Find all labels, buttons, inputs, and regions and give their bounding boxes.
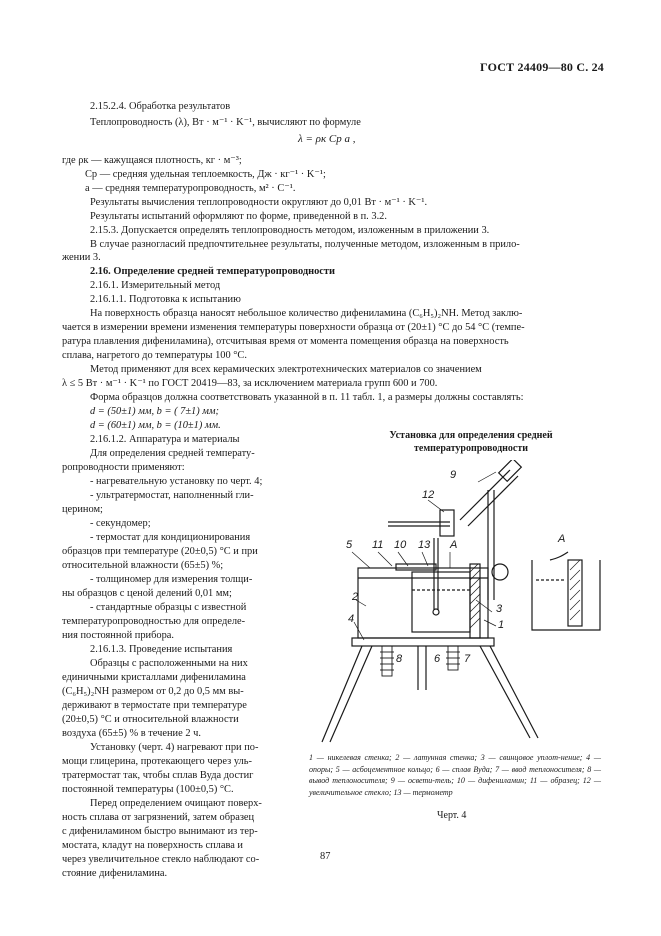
label-5: 5	[346, 539, 353, 551]
leg-left	[322, 646, 362, 742]
detail-a	[532, 552, 600, 630]
label-11: 11	[372, 539, 384, 551]
left-column-line: единичными кристаллами дифениламина	[62, 672, 246, 683]
inlet-port	[446, 646, 460, 670]
illuminator	[460, 460, 521, 526]
formula: λ = ρк Cр a ,	[298, 133, 356, 145]
label-4: 4	[348, 613, 355, 625]
page-number: 87	[320, 851, 331, 862]
left-column-line: Перед определением очищают поверх-	[90, 798, 262, 809]
section-2-15-2-4: 2.15.2.4. Обработка результатов	[90, 101, 231, 112]
outlet-port	[380, 646, 394, 676]
left-column-line: ность сплава от загрязнений, затем образец	[62, 812, 255, 823]
section-2-16-1-1: 2.16.1.1. Подготовка к испытанию	[90, 294, 241, 305]
left-column-line: постоянной температуры (100±0,5) °С.	[62, 784, 234, 795]
figure-title	[341, 429, 601, 455]
detail-a-label: A	[558, 533, 566, 545]
label-10: 10	[394, 539, 407, 551]
left-column-line: - нагревательную установку по черт. 4;	[90, 476, 263, 487]
label-2: 2	[352, 591, 359, 603]
dims-line-2: d = (60±1) мм, b = (10±1) мм.	[90, 420, 221, 431]
definition-cp: Cр — средняя удельная теплоемкость, Дж · кг⁻¹ · K⁻¹;	[85, 169, 326, 180]
label-12: 12	[422, 489, 435, 501]
left-column-line: с дифениламином быстро вынимают из тер-	[62, 826, 258, 837]
left-column-line: мощи глицерина, протекающего через уль-	[62, 756, 252, 767]
figure-title-line-1: Установка для определения средней	[389, 430, 553, 441]
results-text: Результаты испытаний оформляют по форме, приведенной в п. 3.2.	[90, 211, 387, 222]
label-1: 1	[498, 619, 505, 631]
figure-legend: 1 — никелевая стенка; 2 — латунная стенка; 3 — свинцовое уплот-нение; 4 — опоры; 5 — асбоцементное кольцо; 6 — сплав Вуда; 7 — ввод теплоносителя; 8 — вывод теплоносителя; 9 — освети-тель; 10 — дифениламин; 11 — образец; 12 — увеличительное стекло; 13 — термометр	[309, 753, 601, 797]
left-column-line: 2.16.1.3. Проведение испытания	[90, 644, 233, 655]
left-column-line: тратермостат так, чтобы сплав Вуда достиг	[62, 770, 254, 781]
thermal-conductivity-intro: Теплопроводность (λ), Вт · м⁻¹ · K⁻¹, вычисляют по формуле	[90, 117, 361, 128]
section-2-15-3: 2.15.3. Допускается определять теплопроводность методом, изложенным в приложении 3.	[90, 225, 490, 236]
figure-number: Черт. 4	[437, 810, 467, 821]
left-column-line: - термостат для кондиционирования	[90, 532, 251, 543]
left-column-line: - ультратермостат, наполненный гли-	[90, 490, 254, 501]
definition-a: a — средняя температуропроводность, м² · С⁻¹.	[85, 183, 296, 194]
left-column-line: Образцы с расположенными на них	[90, 658, 248, 669]
left-column-line: ны образцов с ценой делений 0,01 мм;	[62, 588, 232, 599]
left-column-line: мостата, кладут на поверхность сплава и	[62, 840, 243, 851]
left-column-line: относительной влажности (65±5) %;	[62, 560, 224, 571]
left-column-line: церином;	[62, 504, 103, 515]
rounding-text: Результаты вычисления теплопроводности округляют до 0,01 Вт · м⁻¹ · K⁻¹.	[90, 197, 428, 208]
left-column-line: стояние дифениламина.	[62, 868, 168, 879]
vessel-base	[352, 638, 494, 646]
section-2-16-1: 2.16.1. Измерительный метод	[90, 280, 221, 291]
left-column-line: образцов при температуре (20±0,5) °С и при	[62, 546, 258, 557]
left-column-line: через увеличительное стекло наблюдают со-	[62, 854, 260, 865]
method-line-1: Метод применяют для всех керамических электротехнических материалов со значением	[90, 364, 482, 375]
left-column-line: ропроводности применяют:	[62, 462, 185, 473]
figure-title-line-2: температуропроводности	[413, 443, 529, 454]
left-column-line: Для определения средней температу-	[90, 448, 255, 459]
left-column-line: - стандартные образцы с известной	[90, 602, 247, 613]
hatched-wall	[470, 564, 480, 628]
inner-container	[412, 572, 470, 632]
surface-line-3: ратура плавления дифениламина), отсчитывая время от момента помещения образца на поверхность	[62, 336, 509, 347]
left-column-line: воздуха (65±5) % в течение 2 ч.	[62, 728, 201, 739]
left-column-line: - секундомер;	[90, 518, 151, 529]
left-column-line: (C₆H₅)₂NH размером от 0,2 до 0,5 мм вы-	[62, 686, 244, 697]
disagreement-line-2: жении 3.	[62, 252, 101, 263]
label-9: 9	[450, 469, 457, 481]
label-A: A	[450, 539, 458, 551]
method-line-2: λ ≤ 5 Вт · м⁻¹ · K⁻¹ по ГОСТ 20419—83, за исключением материала групп 600 и 700.	[62, 378, 438, 389]
label-7: 7	[464, 653, 471, 665]
section-2-16-1-2: 2.16.1.2. Аппаратура и материалы	[90, 434, 240, 445]
label-3: 3	[496, 603, 503, 615]
left-column-line: температуропроводностью для определе-	[62, 616, 246, 627]
left-column-line: (20±0,5) °С и относительной влажности	[62, 714, 239, 725]
label-6: 6	[434, 653, 441, 665]
label-8: 8	[396, 653, 403, 665]
left-column-line: - толщиномер для измерения толщи-	[90, 574, 253, 585]
disagreement-line-1: В случае разногласий предпочтительнее результаты, полученные методом, изложенным в прило-	[90, 239, 520, 250]
left-column-line: Установку (черт. 4) нагревают при по-	[90, 742, 259, 753]
left-column-line: держивают в термостате при температуре	[62, 700, 247, 711]
definition-rho: где ρк — кажущаяся плотность, кг · м⁻³;	[62, 155, 242, 166]
label-13: 13	[418, 539, 431, 551]
left-column-line: ния постоянной прибора.	[62, 630, 174, 641]
surface-line-4: сплава, нагретого до температуры 100 °С.	[62, 350, 247, 361]
page-header: ГОСТ 24409—80 С. 24	[480, 60, 604, 74]
dims-line-1: d = (50±1) мм, b = ( 7±1) мм;	[90, 406, 220, 417]
surface-line-2: чается в измерении времени изменения температуры поверхности образца от (20±1) °С до 54 °С (темпе-	[62, 322, 525, 333]
leg-right	[480, 646, 530, 738]
surface-line-1: На поверхность образца наносят небольшое количество дифениламина (C₆H₅)₂NH. Метод заклю-	[90, 308, 523, 319]
apparatus-drawing	[300, 460, 610, 750]
sample	[396, 564, 436, 570]
section-2-16-heading: 2.16. Определение средней температуропроводности	[90, 266, 336, 277]
form-text: Форма образцов должна соответствовать указанной в п. 11 табл. 1, а размеры должны составлять:	[90, 392, 524, 403]
